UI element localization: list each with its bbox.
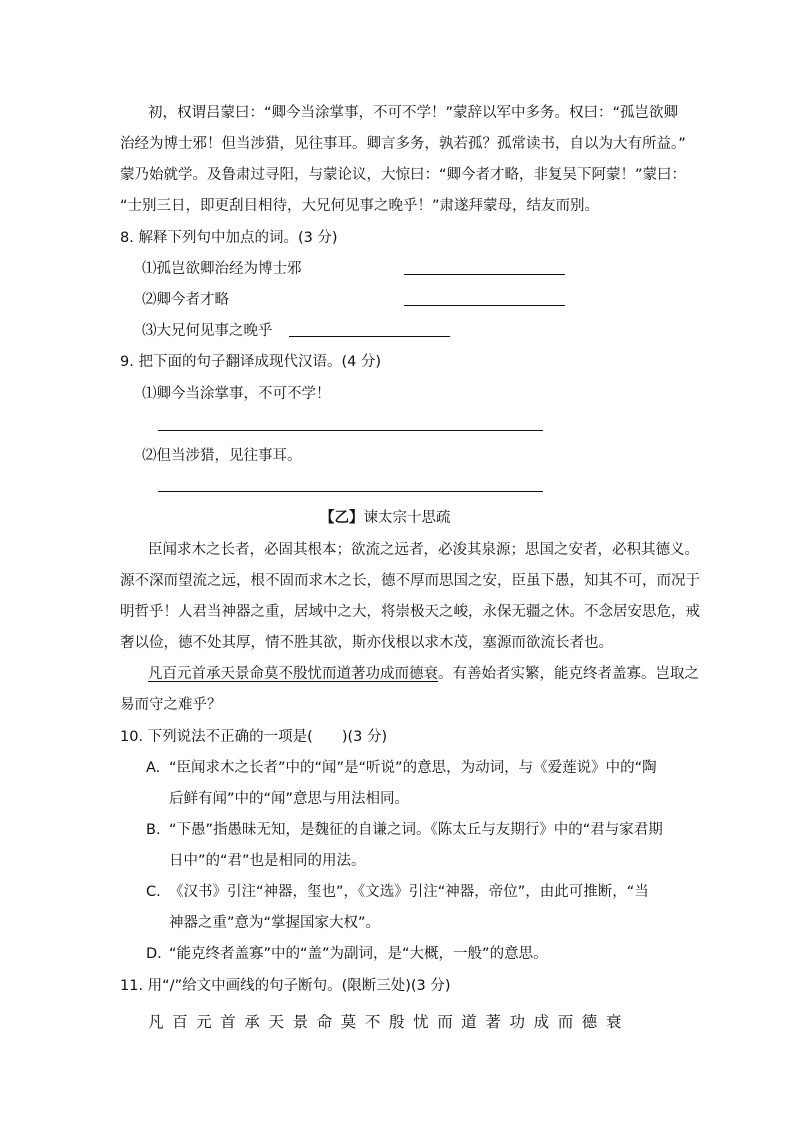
question-8-item-2: ⑵卿今者才略 [142,292,229,308]
passage-b-line: 源不深而望流之远，根不固而求木之长，德不厚而思国之安，臣虽下愚，知其不可，而况于 [120,573,700,589]
passage-a-line: 初，权谓吕蒙曰：“卿今当涂掌事，不可不学！”蒙辞以军中多务。权曰：“孤岂欲卿 [148,105,679,121]
punctuation-sentence[interactable]: 凡百元首承天景命莫不殷忧而道著功成而德衰 [148,1013,631,1031]
answer-blank-8-2[interactable] [404,305,565,306]
option-c-label[interactable]: C. [146,884,161,900]
passage-b-line: 明哲乎！人君当神器之重，居域中之大，将崇极天之峻，永保无疆之休。不念居安思危，戒 [120,604,700,620]
passage-b-title [320,508,451,528]
option-a-text: “臣闻求木之长者”中的“闻”是“听说”的意思，为动词，与《爱莲说》中的“陶 [169,760,657,776]
passage-b-line-underlined [148,664,699,684]
question-11-stem: 11. 用“/”给文中画线的句子断句。(限断三处)(3 分) [120,978,451,994]
option-a-text: 后鲜有闻”中的“闻”意思与用法相同。 [169,791,410,807]
underlined-sentence: 凡百元首承天景命莫不殷忧而道著功成而德衰 [148,666,438,682]
option-c-text: 神器之重”意为“掌握国家大权”。 [169,915,381,931]
answer-line-9-2[interactable] [158,491,543,492]
passage-a-line: 蒙乃始就学。及鲁肃过寻阳，与蒙论议，大惊曰：“卿今者才略，非复吴下阿蒙！”蒙曰： [120,167,687,183]
option-b-label[interactable]: B. [146,822,161,838]
question-9-stem: 9. 把下面的句子翻译成现代汉语。(4 分) [120,354,382,370]
passage-b-continuation: 。有善始者实繁，能克终者盖寡。岂取之 [438,666,699,682]
option-c-text: 《汉书》引注“神器，玺也”，《文选》引注“神器，帝位”，由此可推断，“当 [169,884,649,900]
option-a-label[interactable]: A. [146,760,161,776]
option-b-text: 日中”的“君”也是相同的用法。 [169,853,366,869]
answer-blank-8-1[interactable] [404,274,565,275]
question-8-item-1: ⑴孤岂欲卿治经为博士邪 [142,261,302,277]
option-d-text: “能克终者盖寡”中的“盖”为副词，是“大概，一般”的意思。 [169,946,548,962]
option-b-text: “下愚”指愚昧无知，是魏征的自谦之词。《陈太丘与友期行》中的“君与家君期 [169,822,663,838]
passage-b-mark: 【乙】 [320,510,364,526]
option-d-label[interactable]: D. [146,946,162,962]
answer-line-9-1[interactable] [158,430,543,431]
question-9-item-1: ⑴卿今当涂掌事，不可不学！ [142,386,331,402]
passage-b-line: 臣闻求木之长者，必固其根本；欲流之远者，必浚其泉源；思国之安者，必积其德义。 [148,542,699,558]
passage-a-line: 治经为博士邪！但当涉猎，见往事耳。卿言多务，孰若孤？孤常读书，自以为大有所益。” [120,136,686,152]
passage-b-line: 奢以俭，德不处其厚，情不胜其欲，斯亦伐根以求木茂，塞源而欲流长者也。 [120,635,613,651]
question-10-stem: 10. 下列说法不正确的一项是( )(3 分) [120,729,388,745]
question-8-stem: 8. 解释下列句中加点的词。(3 分) [120,230,338,246]
question-9-item-2: ⑵但当涉猎，见往事耳。 [142,448,302,464]
passage-b-title-text: 谏太宗十思疏 [363,510,451,526]
passage-a-line: “士别三日，即更刮目相待，大兄何见事之晚乎！”肃遂拜蒙母，结友而别。 [120,198,600,214]
question-8-item-3: ⑶大兄何见事之晚乎 [142,323,273,339]
answer-blank-8-3[interactable] [289,336,450,337]
passage-b-line: 易而守之难乎？ [120,697,222,713]
